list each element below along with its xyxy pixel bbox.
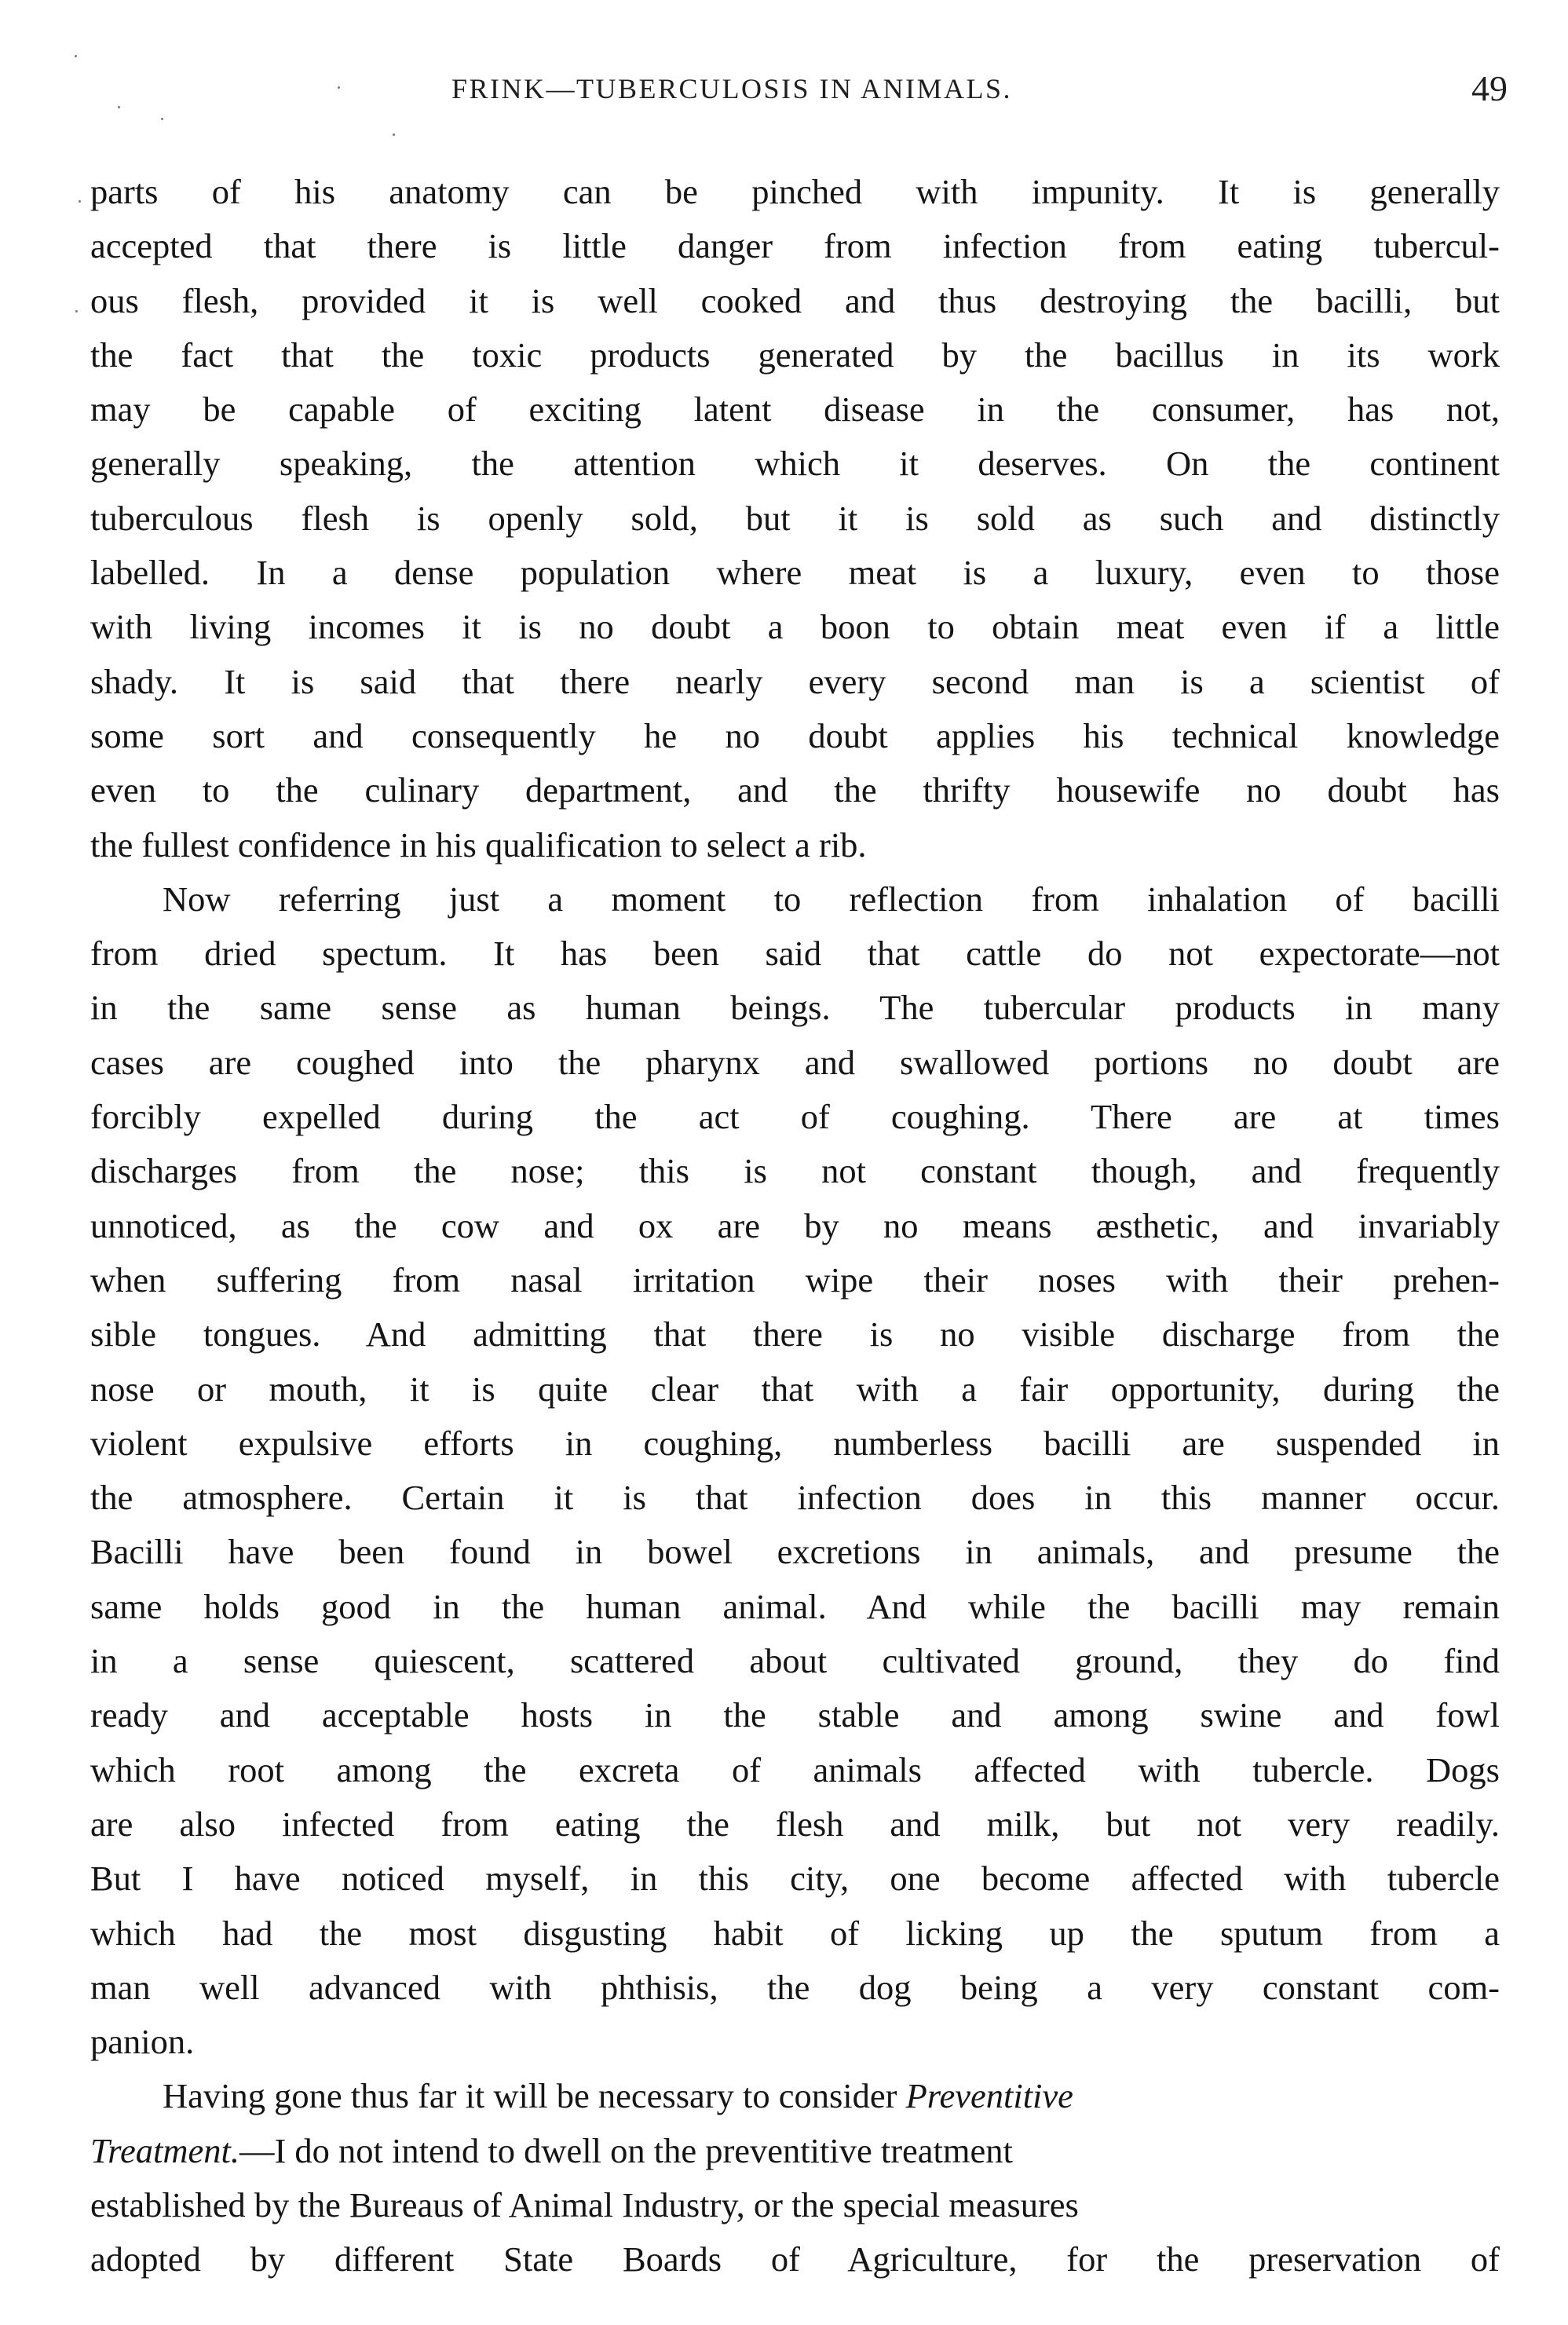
italic-term: Preventitive — [905, 2076, 1073, 2116]
text-line: from dried spectum. It has been said that cattle do not expectorate—not — [90, 934, 1500, 974]
text-line: the atmosphere. Certain it is that infection does in this manner occur. — [90, 1478, 1500, 1518]
text-line: man well advanced with phthisis, the dog being a very constant com- — [90, 1967, 1500, 2007]
text-line: generally speaking, the attention which it deserves. On the continent — [90, 444, 1500, 484]
text-line — [90, 2124, 1500, 2178]
paragraph-2 — [90, 872, 1500, 2070]
text-line: the fullest confidence in his qualification to select a rib. — [90, 824, 867, 865]
text-line: established by the Bureaus of Animal Industry, or the special measures — [90, 2184, 1079, 2224]
text-line: accepted that there is little danger from infection from eating tubercul- — [90, 226, 1500, 266]
running-header — [94, 68, 1508, 119]
text-line: same holds good in the human animal. And while the bacilli may remain — [90, 1586, 1500, 1626]
text-line: sible tongues. And admitting that there is no visible discharge from the — [90, 1314, 1500, 1354]
text-line: forcibly expelled during the act of coughing. There are at times — [90, 1097, 1500, 1137]
text-line: nose or mouth, it is quite clear that with a fair opportunity, during the — [90, 1369, 1500, 1409]
paper-speck — [393, 133, 395, 136]
text-line: with living incomes it is no doubt a boon to obtain meat even if a little — [90, 607, 1500, 647]
text-line: parts of his anatomy can be pinched with impunity. It is generally — [90, 172, 1500, 211]
text-line: in the same sense as human beings. The tubercular products in many — [90, 988, 1500, 1028]
text-line: may be capable of exciting latent disease in the consumer, has not, — [90, 389, 1500, 430]
italic-term: Treatment. — [90, 2130, 239, 2170]
text-line: labelled. In a dense population where meat is a luxury, even to those — [90, 553, 1500, 593]
text-line: discharges from the nose; this is not constant though, and frequently — [90, 1151, 1500, 1191]
text-line: even to the culinary department, and the thrifty housewife no doubt has — [90, 770, 1500, 810]
text-line: ready and acceptable hosts in the stable and among swine and fowl — [90, 1695, 1500, 1735]
text-line: tuberculous flesh is openly sold, but it is sold as such and distinctly — [90, 498, 1500, 538]
text-run: —I do not intend to dwell on the preventitive treatment — [239, 2130, 1013, 2170]
text-line: ous flesh, provided it is well cooked and thus destroying the bacilli, but — [90, 280, 1500, 320]
body-text — [90, 165, 1500, 2287]
paper-speck — [75, 310, 78, 313]
text-line: unnoticed, as the cow and ox are by no means æsthetic, and invariably — [90, 1205, 1500, 1245]
text-line: Now referring just a moment to reflection from inhalation of bacilli — [163, 879, 1500, 919]
text-line: Bacilli have been found in bowel excretions in animals, and presume the — [90, 1532, 1500, 1572]
paper-speck — [79, 200, 81, 203]
text-line: But I have noticed myself, in this city, one become affected with tubercle — [90, 1859, 1500, 1899]
running-title: FRINK—TUBERCULOSIS IN ANIMALS. — [451, 73, 1013, 104]
text-line: when suffering from nasal irritation wipe their noses with their prehen- — [90, 1259, 1500, 1300]
text-line: adopted by different State Boards of Agriculture, for the preservation of — [90, 2239, 1500, 2279]
text-line — [90, 2069, 1500, 2123]
text-run: Having gone thus far it will be necessary to consider — [163, 2076, 906, 2116]
text-line: which had the most disgusting habit of licking up the sputum from a — [90, 1913, 1500, 1953]
text-line: cases are coughed into the pharynx and swallowed portions no doubt are — [90, 1042, 1500, 1082]
text-line: are also infected from eating the flesh and milk, but not very readily. — [90, 1804, 1500, 1844]
text-line: which root among the excreta of animals affected with tubercle. Dogs — [90, 1749, 1500, 1789]
text-line: panion. — [90, 2022, 195, 2062]
paragraph-1 — [90, 165, 1500, 872]
text-line: in a sense quiescent, scattered about cultivated ground, they do find — [90, 1641, 1500, 1681]
text-line: the fact that the toxic products generated by the bacillus in its work — [90, 334, 1500, 375]
text-line: some sort and consequently he no doubt applies his technical knowledge — [90, 715, 1500, 755]
text-line: shady. It is said that there nearly every second man is a scientist of — [90, 661, 1500, 701]
paragraph-3 — [90, 2069, 1500, 2287]
paper-speck — [75, 55, 77, 57]
page-number: 49 — [1471, 68, 1508, 108]
text-line: violent expulsive efforts in coughing, numberless bacilli are suspended in — [90, 1423, 1500, 1463]
